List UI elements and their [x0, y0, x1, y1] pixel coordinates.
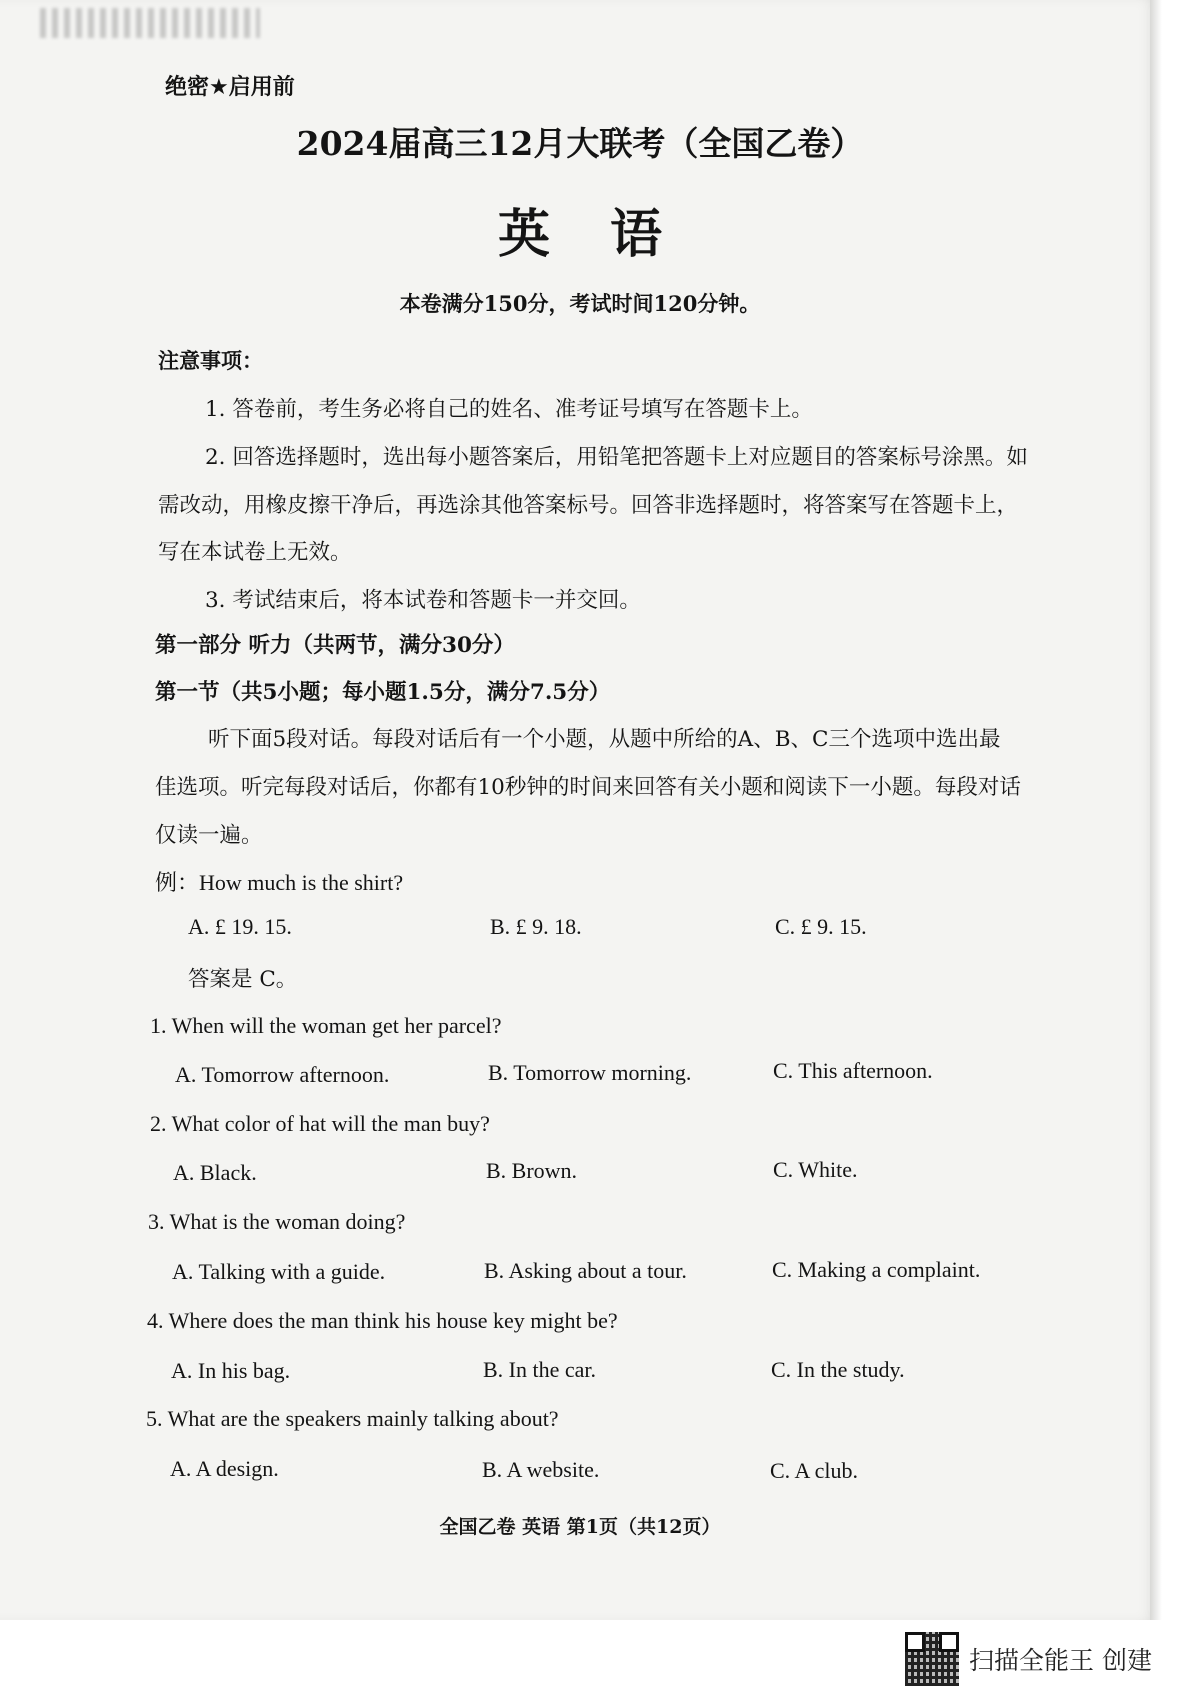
question-4: 4. Where does the man think his house key might be?	[147, 1308, 618, 1333]
scanner-watermark-text: 扫描全能王 创建	[969, 1646, 1152, 1675]
question-5-option-c: C. A club.	[770, 1458, 859, 1483]
question-4-option-b: B. In the car.	[483, 1357, 597, 1382]
instruction-line-2: 佳选项。听完每段对话后，你都有10秒钟的时间来回答有关小题和阅读下一小题。每段对话	[155, 775, 1021, 800]
question-1: 1. When will the woman get her parcel?	[150, 1013, 502, 1038]
question-3-option-a: A. Talking with a guide.	[172, 1259, 386, 1284]
question-1-option-a: A. Tomorrow afternoon.	[175, 1062, 390, 1087]
notice-item-3: 3. 考试结束后，将本试卷和答题卡一并交回。	[205, 588, 641, 613]
section1-heading: 第一节（共5小题；每小题1.5分，满分7.5分）	[155, 680, 611, 705]
page-footer: 全国乙卷 英语 第1页（共12页）	[439, 1516, 721, 1538]
question-5: 5. What are the speakers mainly talking about?	[146, 1406, 559, 1431]
question-2-option-b: B. Brown.	[486, 1158, 578, 1183]
notice-item-1: 1. 答卷前，考生务必将自己的姓名、准考证号填写在答题卡上。	[205, 397, 813, 422]
part1-heading: 第一部分 听力（共两节，满分30分）	[155, 633, 515, 658]
question-2: 2. What color of hat will the man buy?	[150, 1111, 490, 1136]
confidential-label: 绝密★启用前	[165, 75, 295, 100]
notice-item-2-line-3: 写在本试卷上无效。	[158, 540, 352, 565]
question-2-option-a: A. Black.	[173, 1160, 257, 1185]
notice-heading: 注意事项：	[158, 348, 263, 373]
instruction-line-1: 听下面5段对话。每段对话后有一个小题，从题中所给的A、B、C三个选项中选出最	[208, 727, 1001, 752]
question-5-option-b: B. A website.	[482, 1457, 600, 1482]
notice-item-2-line-1: 2. 回答选择题时，选出每小题答案后，用铅笔把答题卡上对应题目的答案标号涂黑。如	[205, 445, 1028, 470]
notice-item-2-line-2: 需改动，用橡皮擦干净后，再选涂其他答案标号。回答非选择题时，将答案写在答题卡上，	[158, 493, 1019, 518]
scanner-watermark	[905, 1632, 1152, 1686]
example-option-a: A. £ 19. 15.	[188, 914, 292, 939]
qr-code-icon	[905, 1632, 959, 1686]
instruction-line-3: 仅读一遍。	[155, 823, 263, 848]
question-4-option-c: C. In the study.	[771, 1357, 905, 1382]
subject-title: 英语	[497, 204, 722, 265]
score-time-line: 本卷满分150分，考试时间120分钟。	[399, 291, 761, 316]
exam-title: 2024届高三12月大联考（全国乙卷）	[296, 124, 864, 163]
question-1-option-c: C. This afternoon.	[773, 1058, 933, 1083]
question-3-option-b: B. Asking about a tour.	[484, 1258, 687, 1283]
question-1-option-b: B. Tomorrow morning.	[488, 1060, 692, 1085]
question-5-option-a: A. A design.	[170, 1456, 279, 1481]
example-answer: 答案是 C。	[188, 967, 298, 992]
question-3-option-c: C. Making a complaint.	[772, 1257, 981, 1282]
example-question: 例：How much is the shirt?	[155, 870, 404, 895]
question-2-option-c: C. White.	[773, 1157, 858, 1182]
example-option-b: B. £ 9. 18.	[490, 914, 582, 939]
faded-stamp-mark	[40, 8, 260, 38]
question-4-option-a: A. In his bag.	[171, 1358, 291, 1383]
question-3: 3. What is the woman doing?	[148, 1209, 406, 1234]
example-option-c: C. £ 9. 15.	[775, 914, 867, 939]
